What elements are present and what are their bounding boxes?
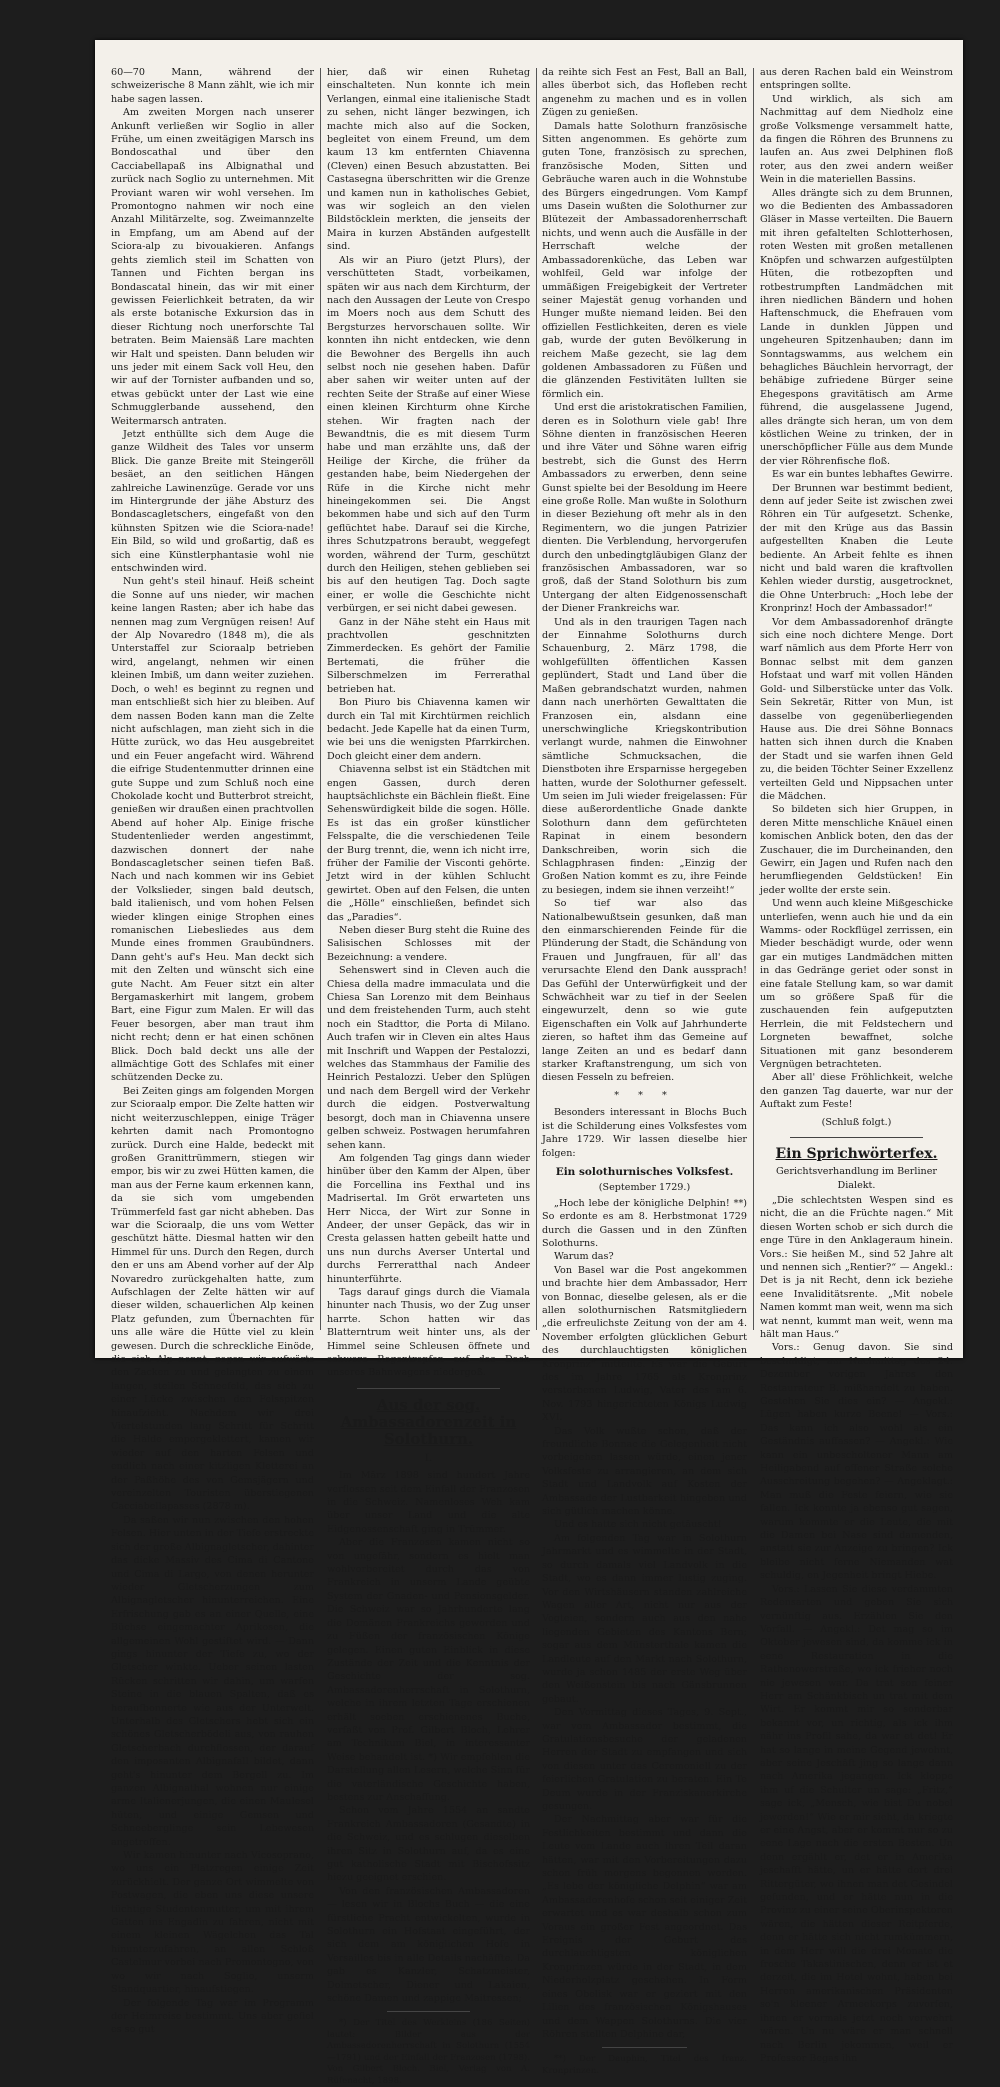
paragraph: Von Basel war die Post angekommen und brachte hier dem Ambassador, Herr von Bonnac, dieselbe gelesen, als er die allen solothurnischen Ratsmitgliedern „die erfreulichste Zeitung von der am 4. November erfolgten glücklichen Geburt des durchlauchtigsten königlichen Kronprinz“ mitteilte. Es war die Geburt des im Jahre 1765 als Kronprinz verstorbenen Ludwig, Vater des am 6. Nov. 1793 hingerichteten Königs Ludwig XVI. xyxy=(542,1264,747,1424)
paragraph: Jetzt enthüllte sich dem Auge die ganze Wildheit des Tales vor unserm Blick. Die ganze Breite mit Steingeröll besäet, an den seitlichen Hängen zahlreiche Lawinenzüge. Gerade vor uns im Hintergrunde der jähe Absturz des Bondascagletschers, eingefaßt von den kühnsten Spitzen wie die Sciora-nade! Ein Bild, so wild und großartig, daß es sich eine Künstlerphantasie wohl nie entschwinden wird. xyxy=(111,428,314,575)
paragraph: Bon Piuro bis Chiavenna kamen wir durch ein Tal mit Kirchtürmen reichlich bedacht. Jede Kapelle hat da einen Turm, wie bei uns die wenigsten Pfarrkirchen. Doch gleicht einer dem andern. xyxy=(327,697,530,762)
column-2 xyxy=(327,66,531,2086)
paragraph: Schon vom Jahre 1554 an sandte Frankreich Ambassadoren (Gesandte) in die Schweiz, und es schlugen dieselben ihren Sitz in Solothurn auf, da es eine gut katholische Stadt mit Bischofssitz hiezu geeignet erschien. xyxy=(327,1805,530,1884)
article-subtitle: Gerichtsverhandlung im Berliner Dialekt. xyxy=(776,1166,937,1191)
continued-note: (Schluß folgt.) xyxy=(821,1116,892,1128)
column-rule xyxy=(320,68,321,1330)
footnote-divider xyxy=(602,2047,687,2048)
paragraph: Alles drängte sich zu dem Brunnen, wo die Bedienten des Ambassadoren Gläser in Masse verteilten. Die Bauern mit ihren gefaltelten Schlotterhosen, roten Westen mit großen metallenen Knöpfen und schwarzen aufgestülpten Hüten, die rotbezopften und rotbestrumpften Landmädchen mit ihren niedlichen Bändern und hohen Haftenschmuck, die Ehefrauen vom Lande in dunklen Jüppen und ungeheuren Spitzenhauben; dann im Sonntagswamms, aus welchem ein behagliches Bäuchlein hervorragt, der behäbige zufriedene Bürger seine Ehegespons gravitätisch am Arme führend, die ausgelassene Jugend, alles drängte sich heran, um von dem köstlichen Weine zu trinken, der in unerschöpflicher Fülle aus dem Munde der vier Röhrenfische floß. xyxy=(760,187,953,467)
footnote-divider xyxy=(387,2011,470,2012)
paragraph: Und es hatte sich nicht getäuscht! xyxy=(554,1519,722,1531)
column-rule xyxy=(753,68,754,1330)
paragraph: Und erst die aristokratischen Familien, deren es in Solothurn viele gab! Ihre Söhne dienten in französischen Heeren und ihre Väter und Söhne waren eifrig bestrebt, sich die Gunst des Herrn Ambassadors zu erwerben, denn seine Gunst spielte bei der Besoldung im Heere eine große Rolle. Man wußte in Solothurn in dieser Beziehung oft mehr als in den Regimentern, wo die jungen Patrizier dienten. Die Verblendung, hervorgerufen durch den unbedingtgläubigen Glanz der französischen Ambassadoren, war so groß, daß der Stand Solothurn bis zum Untergang der alten Eidgenossenschaft der Diener Frankreichs war. xyxy=(542,402,747,615)
paragraph: Vors.: Lassen Sie diese verdammten Redensarten und geben Sie sich vernünftig aus. Erzählen Sie den Vorfall. — Angekl.: Det mag so im Oktober jewesen sind, da komme ick in eene Restauration in die Rathenowerstraße, wo ick frieher noch nie jewesen war. Da trat son feiner Herr am Schänkbisch un trat mit dem Wirt. Er kommt mir so sonderbar bekannt vor, un richtig, als ick ihm nähr ins Profil sahe, da war et det! Er hat so lange in meine Gegend jewohnt, aber seine Jeschäft jing so lange dann nach Amerika jegangen. Ick kloppe ihm uf die Schulter un sage: „Fritz,“ sage ick, „Mensch, wie bist Du nobel jeworden!“ Wie er mir sieht, da kriegte er eine Angst, aber er kommt nur so zu eene Lage nach die ersten Besten. Un denn ergählt er, det er in Amerika jeschafft hätte, un er hätte dort drei Rittergüter, wo ihnen man det Gesindel gefunden, und er hätte nun in die Provinz zu einer seine Oberinspektoren wären, die hätten dieser Reitpferde, denn er hätte sich nicht rumkümmern, in dem Herr will die drei Monate die frosche Takastinischen, denn er ist et derzeit, die im Hotel wohnt, haben bei Herren amerikanischen Präsidenten so'n kleener Armeekorps zuvorfen, ihnen er vormals jetzt noch verwehrt wären. Un nu wäre er man schnell nach Berlin jekommen, weil er Professor Begas ihn xyxy=(760,1583,953,2064)
section-divider xyxy=(357,1388,500,1389)
paragraph: Aber all' diese Fröhlichkeit, welche den ganzen Tag dauerte, war nur der Auftakt zum Feste! xyxy=(760,1072,953,1111)
subheading-date: (September 1729.) xyxy=(598,1182,691,1194)
paragraph: Aber die Franzosen kamen nicht so von ungefähr, sondern es hielt man wohlvorbereitet durch das von Frankreich in unserm Lande geübte System der Gnaden- und Pensionsgelder. Die Schweiz war so Jahrhunderte lang die Domänen Frankreichs geworden und zu Füßen der französischen Könige gelegen. Einen guten Einblick in diese Zustände der Zeit und die Kenntnis der Geschichte der sog. Ambassadorenherrschaft in Solothurn, welche in ihrem letzten Tage erschienen erhält soeben erschienenes Buche, verfaßt von Prof. Gilbert Bloch, Lehrer am Technikum Biel, in interessanter Weise behandelt ist. *) Wir empfehlen die Darstellung allen Lesern, welche Sinn für die vaterländische Geschichte haben, bestens zur Anschaffung. xyxy=(327,1537,531,1803)
newspaper-page xyxy=(95,40,963,2086)
paragraph: Am zweiten Morgen nach unserer Ankunft verließen wir Soglio in aller Frühe, um einen zweitägigen Marsch ins Bondoscathal und über den Cacciabellapaß ins Albignathal und zurück nach Soglio zu unternehmen. Mit Proviant waren wir wohl versehen. Im Promontogno nahmen wir noch eine Anzahl Militärzelte, sog. Zweimannzelte in Empfang, um am Abend auf der Sciora-alp zu bivouakieren. Anfangs gehts ziemlich steil im Schatten von Tannen und Fichten bergan ins Bondascatal hinein, das wir mit einer gewissen Feierlichkeit betraten, da wir als erste botanische Exkursion das in dieser Richtung noch unerforschte Tal betraten. Beim Maiensäß Lare machten wir Halt und speisten. Dann beluden wir uns jeder mit einem Sack voll Heu, den wir auf der Tornister aufbanden und so, etwas gebückt unter der Last wie eine Schmugglerbande aussehend, den Weitermarsch antraten. xyxy=(111,107,314,427)
paragraph: Bei Zeiten gings am folgenden Morgen zur Scioraalp empor. Die Zelte hatten wir nicht weiterzuschleppen, einige Träger kehrten damit nach Promontogno zurück. Durch eine Halde, bedeckt mit großen Granittrümmern, stiegen wir empor, bis wir zu zwei Hütten kamen, die man aus der Ferne kaum erkennen kann, da sie sich vom umgebenden Trümmerfeld fast gar nicht abheben. Das war die Scioraalp, die uns vom Wetter geschützt hätte. Diesmal hatten wir den Himmel für uns. Durch den Regen, durch den er uns am Abend vorher auf der Alp Novaredro zurückgehalten hatte, zum Aufschlagen der Zelte hätten wir auf dieser wilden, schauerlichen Alp keinen Platz gefunden, zum Übernachten für uns alle wäre die Hütte viel zu klein gewesen. Durch die schreckliche Einöde, die sich Alp nennt, zogen wir aufwärts den Zacken zu und gelangten zu einem langen, steilen Schneefeld, das sich zu einer Lücke zwischen den Felsspitzen hinaufzieht. Nachdem wir drei Viertelstunden lang Schritt für Schritt die Halde emporgeklettert, kamen wir wieder auf den harten Felsen und endlich nach einer kitzligen Kletterei an der Paßhöhe des von Gemsjägern und vereinzelten Touristen überstiegenen Cacciabellapasses (2878 m). xyxy=(111,1085,314,1513)
paragraph: Vors.: Genug davon. Sie sind beschuldigt, am Nachmittag des 24. Dezember vorigen Jahres den Restaurateur B. mißhandelt zu haben. Gestehen Sie dies ein? — Angekl.: Lügen haben kurze Beene! — Vors.: Das kann ich also wohl als ein Geständnis auffassen? — Angekl.: Wie kann ein unbescholtener Mann am Heiligabend auf offener Straße solche Ausschreitung begehen? — Angeklagt.: Man muß die Feste feiern, wie sie fallen. Ick konnte ja ebenso gut sagen, warum kommte er die Leute, die mit die Damen bei Nase sind damenden, anstatt sie zur Anzeige zu bringen? Ick bleibe nicht ferne Niemanden wat schuldig, en Jegenheit bringt Hiebe. xyxy=(760,1342,953,1582)
paragraph: „Hoch lebe der königliche Delphin! **) So erdonte es am 8. Herbstmonat 1729 durch die Gassen und in den Zünften Solothurns. xyxy=(542,1197,747,1249)
paragraph: Als wir an Piuro (jetzt Plurs), der verschütteten Stadt, vorbeikamen, späten wir aus nach dem Kirchturm, der nach den Aussagen der Leute von Crespo im Moers noch aus dem Schutt des Bergsturzes hervorschauen sollte. Wir konnten ihn nicht entdecken, wie denn die Bewohner des Bergells ihn auch selbst noch nie gesehen haben. Dafür aber sahen wir weiter unten auf der rechten Seite der Straße auf einer Wiese einen kleinen Kirchturm ohne Kirche stehen. Wir fragten nach der Bewandtnis, die es mit diesem Turm habe und man erzählte uns, daß der Heilige der Kirche, die früher da gestanden habe, beim Niedergehen der Rüfe in die Kirche nicht mehr hineingekommen sei. Die Angst bekommen habe und sich auf den Turm geflüchtet habe. Darauf sei die Kirche, ihres Schutzpatrons beraubt, weggefegt worden, während der Turm, geschützt durch den Heiligen, stehen geblieben sei bis auf den heutigen Tag. Doch sagte einer, er wolle die Geschichte nicht verbürgen, er sei nicht dabei gewesen. xyxy=(327,254,530,615)
section-stars: * * * xyxy=(614,1089,675,1101)
paragraph: Im März 1898 sind hundert Jahre verflossen seit dem Einfall der Franzosen in die Schweiz. Namenloses Weh kam über unser Land und die alte Eidgenossenschaft ging in Trümmer. xyxy=(327,1470,530,1535)
paragraph: So bildeten sich hier Gruppen, in deren Mitte menschliche Knäuel einen komischen Anblick boten, den das der Zuschauer, die im Durcheinanden, den Gewirr, ein Jagen und Rufen nach den herumfliegenden Geldstücken! Ein jeder wollte der erste sein. xyxy=(760,804,953,896)
paragraph: Das Volk wußte schon, daß der freundliche Bonnac die Gelegenheit nicht vorbeigehen lassen würde, einen jener Volksfeste zu arrangieren, an dem sich Stadt und Landvolk auf Kosten der Ambassade der Lustbarkeit hingeben und sich gütlich machen könne. xyxy=(542,1425,747,1518)
column-3 xyxy=(542,66,747,2076)
article-heading: Aus der sog. Ambassadorenzeit in Solothurn. xyxy=(340,1395,517,1448)
paragraph: „Die schlechtsten Wespen sind es nicht, die an die Früchte nagen.“ Mit diesen Worten schob er sich durch die enge Türe in den Anklageraum hinein. Vors.: Sie heißen M., sind 52 Jahre alt und nennen sich „Rentier?“ — Angekl.: Det is ja nit Recht, denn ick beziehe eene Invaliditätsrente. „Mit nobele Namen kommt man weit, wenn ma sich wat nennt, kummt man weit, wenn ma hält man Haus.“ xyxy=(760,1194,953,1340)
footnote: *) Der Titel des Werkleins (186 Seiten) lautet: Bilder aus der Ambassadorenherrschaft in Solothurn (1554—1791) und der Einfall der Franzosen (1798). Von Gilbert Bloch. Biel, Verlag von A. Rüfenacht, 1898. xyxy=(327,2018,530,2086)
paragraph: Neben dieser Burg steht die Ruine des Salisischen Schlosses mit der Bezeichnung: a vendere. xyxy=(327,925,530,963)
article-heading: Ein Sprichwörterfex. xyxy=(775,1146,938,1163)
paragraph: Und wenn auch kleine Mißgeschicke unterliefen, wenn auch hie und da ein Wamms- oder Rockflügel zerrissen, ein Mieder beschädigt wurde, oder wenn gar ein mutiges Landmädchen mitten in das Gedränge geriet oder sonst in eine fatale Stellung kam, so war damit um so größere Spaß für die zuschauenden fein aufgeputzten Herrlein, die mit Feldstechern und Lorgneten bewaffnet, solche Situationen mit ganz besonderem Vergnügen betrachteten. xyxy=(760,898,953,1071)
paragraph: Der Nachmittag aber war für die Festlichkeiten bestimmt und dann die Leute vom Lande auch ihren Teil daran hätten, war mit den Vorbereitungen dazu schon früh morgens begonnen worden. „Es lebe der königliche Delphin“ war am Ambassadorenhofe schon seit einiger Zeit erwartet und es war deshalb schon zum Voraus ein großer Fest angeordnet. Das Ereignis der Geburt des durchlauchtigsten königlichen Kronprinzen würde in der Stadt, in dem Niederholzplatz geschehen. In Form eines Obelisk war er geziert mit den Lilien des französischen Königshauses und dem Wappen Solothurns. Die vier Röhren stellten Delphine dar, xyxy=(542,1814,747,2040)
paragraph: Chiavenna selbst ist ein Städtchen mit engen Gassen, durch deren hauptsächlichste ein Bächlein fließt. Eine Sehenswürdigkeit bilde die sogen. Hölle. Es ist das ein großer künstlicher Felsspalte, die die verschiedenen Teile der Burg trennt, die, wenn ich nicht irre, früher der Familie der Visconti gehörte. Jetzt wird in der kühlen Schlucht gewirtet. Oben auf den Felsen, die unten die „Hölle“ einschließen, befindet sich das „Paradies“. xyxy=(327,764,530,923)
paragraph: Und als in den traurigen Tagen nach der Einnahme Solothurns durch Schauenburg, 2. März 1798, die wohlgefüllten öffentlichen Kassen geplündert, Stadt und Land über die Maßen gebrandschatzt wurden, nahmen dann nach unerhörten Gewalttaten die Franzosen ein, alsdann eine unerschwingliche Kriegskontribution verlangt wurde, nahmen die Einwohner sämtliche Schmucksachen, die Dienstboten ihre Ersparnisse hergegeben hatten, wurde der Solothurner gefesselt. Um seien im Juli wieder freigelassen: Für diese außerordentliche Gnade dankte Solothurn dann dem gefürchteten Rapinat in einem besondern Dankschreiben, worin sich die Schlagphrasen finden: „Einzig der Großen Nation kommt es zu, ihre Feinde zu besiegen, indem sie ihnen verzeiht!“ xyxy=(542,616,747,896)
paragraph: Warum das? xyxy=(554,1251,614,1263)
paragraph: da reihte sich Fest an Fest, Ball an Ball, alles überbot sich, das Hofleben recht angenehm zu machen und es in vollen Zügen zu genießen. xyxy=(542,67,747,119)
section-divider xyxy=(790,1137,923,1138)
paragraph: Und wirklich, als sich am Nachmittag auf dem Niedholz eine große Volksmenge versammelt hatte, da fingen die Röhren des Brunnens zu laufen an. Aus zwei Delphinen floß roter, aus den zwei andern weißer Wein in die materiellen Bassins. xyxy=(760,93,953,186)
paragraph: Am folgenden Tag gings dann wieder hinüber über den Kamm der Alpen, über die Forcellina ins Fexthal und ins Madrisertal. Im Gröt erwarteten uns Herr Nicca, der Wirt zur Sonne in Andeer, der unser Gepäck, das wir in Cresta gelassen hatten gebeilt hatte und uns nun durchs Averser Untertal und durchs Ferreratthal nach Andeer hinunterführte. xyxy=(327,1152,530,1285)
paragraph: 60—70 Mann, während der schweizerische 8 Mann zählt, wie ich mir habe sagen lassen. xyxy=(111,67,314,105)
paragraph: Ganz in der Nähe steht ein Haus mit prachtvollen geschnitzten Zimmerdecken. Es gehört der Familie Bertemati, die früher die Silberschmelzen im Ferrerathal betrieben hat. xyxy=(327,616,530,695)
paragraph: Der folgende Tag war im Programm der Heimreise bestimmt. Uns aber gefiel es so gut xyxy=(111,1997,314,2036)
column-rule xyxy=(536,68,537,1330)
paragraph: Von den französischen Ambassadoren — lesen wir in Blochs Buch — die eine fürstliche Pracht entwickelten, wurde in Solothurn ein Hofstaat eingeführt, der sich dem am königlichen Hofe in Versailles bis in alle Details nachäffte. Da gab es Kanzler, Schatzmeister, Dolmetscher, Diener und Lakaien, schöne Damen und zappige Maitressen; xyxy=(327,1885,530,2005)
paragraph: Es war ein buntes lebhaftes Gewirre. xyxy=(772,469,953,481)
paragraph: Nun geht's steil hinauf. Heiß scheint die Sonne auf uns nieder, wir machen keine langen Rasten; aber ich habe das nennen mag zum Vergnügen reisen! Auf der Alp Novaredro (1848 m), die als Unterstaffel zur Scioraalp betrieben wird, angelangt, nehmen wir einen kleinen Imbiß, um dann weiter zuziehen. Doch, o weh! es beginnt zu regnen und man entschließt sich hier zu bleiben. Auf dem nassen Boden kann man die Zelte nicht aufschlagen, man zieht sich in die Hütte zurück, wo das Heu ausgebreitet und ein Feuer angefacht wird. Während die eifrige Studentenmutter drinnen eine gute Suppe und zum Schluß noch eine Chokolade kocht und Butterbrot streicht, genießen wir draußen einen prachtvollen Abend auf hoher Alp. Einige frische Studentenlieder werden angestimmt, dazwischen donnert der nahe Bondascagletscher seinen tiefen Baß. Nach und nach kommen wir ins Gebiet der Volkslieder, singen bald deutsch, bald italienisch, und vom hohen Felsen wieder klingen einige Strophen eines romanischen Liebesliedes aus dem Munde eines frommen Graubündners. Dann geht's auf's Heu. Man deckt sich mit den Zelten und wünscht sich eine gute Nacht. Am Feuer sitzt ein alter Bergamaskerhirt mit langem, grobem Bart, eine Figur zum Malen. Er will das Feuer besorgen, aber man traut ihm nicht recht; denn er hat einen schönen Blick. Doch bald deckt uns alle der allmächtige Gott des Schlafes mit einer schützenden Decke zu. xyxy=(111,576,314,1084)
column-1 xyxy=(111,66,314,2036)
paragraph: hier, daß wir einen Ruhetag einschalteten. Nun konnte ich mein Verlangen, einmal eine italienische Stadt zu sehen, nicht länger bezwingen, ich machte mich also auf die Socken, begleitet von einem Freund, um dem kaum 13 km entfernten Chiavenna (Cleven) einen Besuch abzustatten. Bei Castasegna überschritten wir die Grenze und kamen nun in katholisches Gebiet, was wir sogleich an den vielen Bildstöcklein merkten, die jenseits der Maira in kurzen Abständen aufgestellt sind. xyxy=(327,67,530,253)
footnote: **) Der Dauphin, Titel des franz. Kronprinzen. xyxy=(542,2054,747,2076)
paragraph: Sehenswert sind in Cleven auch die Chiesa della madre immaculata und die Chiesa San Lorenzo mit dem Beinhaus und dem freistehenden Turm, auch steht noch ein Stadttor, die Porta di Milano. Auch trafen wir in Cleven ein altes Haus mit Inschrift und Wappen der Pestalozzi, welches das Stammhaus der Familie des Heinrich Pestalozzi. Ueber den Splügen und nach dem Bergell wird der Verkehr durch die eidgen. Postverwaltung besorgt, doch man in Chiavenna unsere gelben schweiz. Postwagen herumfahren sehen kann. xyxy=(327,965,530,1151)
paragraph: Vor dem Ambassadorenhof drängte sich eine noch dichtere Menge. Dort warf nämlich aus dem Pforte Herr von Bonnac selbst mit dem ganzen Hofstaat und warf mit vollen Händen Gold- und Silberstücke unter das Volk. Sein Sekretär, Ritter von Mun, ist dasselbe von gegenüberliegenden Hause aus. Die drei Söhne Bonnacs hatten sich ihnen durch die Knaben der Stadt und sie warfen ihnen Geld zu, die beiden Töchter Seiner Exzellenz verteilten Geld und Nippsachen unter die Mädchen. xyxy=(760,616,953,802)
column-4 xyxy=(760,66,953,2064)
section-number: I. xyxy=(424,1452,433,1464)
paragraph: aus deren Rachen bald ein Weinstrom entspringen sollte. xyxy=(760,67,953,92)
paragraph: Wir kamen hinunter nach Vicosoprano, wo uns ein Platzregen einige Zeit zurückhielt. Der ganze Ort wimmelte von Postwagen, die eben uns diese unsere tüchtige Studentenmutter, um mit ihrem Gatten ins Engadin zu fahren, nicht mit einem kleinen Wägelchen das Tal hinunterzufahren, an allen Schloß Castelmur vorbei nach Promontogno, von wo wir nach Soglio, unserm Standquartier, hinaufstiegen. xyxy=(111,1850,314,1996)
paragraph: Damals hatte Solothurn französische Sitten angenommen. Es gehörte zum guten Tone, französisch zu sprechen, französische Moden, Sitten und Gebräuche waren auch in die Wohnstube des Bürgers eingedrungen. Vom Kampf ums Dasein wußten die Solothurner zur Blütezeit der Ambassadorenherrschaft nichts, und wenn auch die Ausfälle in der Herrschaft welche der Ambassadorenküche, das Leben war wohlfeil, Geld war infolge der ummäßigen Freigebigkeit der Vertreter seiner Majestät genug vorhanden und Hunger mußte niemand leiden. Bei den offiziellen Festlichkeiten, deren es viele gab, wurde der guten Bevölkerung in reichem Maße gezecht, sie lag dem goldenen Ambassadoren zu Füßen und die glänzenden Festivitäten lullten sie förmlich ein. xyxy=(542,120,747,400)
paragraph: Den Vormittag dieses Tages, 9. Sept., war vom Ambassador bestimmt, die Gratulationsbesuche der geladenen Herren der Stadt zu empfangen und sich von diesen unter das Ceremoniell zu der feierlichen Gratulation zu beraten. Ein Te Deum wurde in der Franziskanerkirche gesungen. xyxy=(542,1707,747,1812)
paragraph: So tief war also das Nationalbewußtsein gesunken, daß man den einmarschierenden Feinde für die Plünderung der Stadt, die Schändung von Frauen und Jungfrauen, für all' das verursachte Elend den Dank aussprach! Das Gefühl der Unterwürfigkeit und der Schwächheit war zu tief in der Seelen eingewurzelt, denn so wie gute Eigenschaften ein Volk auf Jahrhunderte zieren, so haftet ihm das Gemeine auf lange Zeiten an und es bedarf dann starker Kraftanstrengung, um sich von diesen Fesseln zu befreien. xyxy=(542,898,747,1084)
paragraph: Am folgenden Tag war in Solothurn Jahrmarkt und es wimmelte in der Stadt, so durch damals viel Landvolk in die Stadt, wo es dann immer lustig zuging. Vor den Wirtshäusern standen zahlreiche Wagen aller Art, nicht nur aus der Vogteien, sondern auch aus den nahe liegenden Gebieten des Kantons Bern; sogar aus dem Münsterthale kamen die Landleute auf den Markt nach Solothurn, wurde ja schon 1485 der erste Weg über den Weißenstein bis nach Gänsbrunnen gebaut. xyxy=(542,1532,747,1705)
paragraph: Tags darauf gings durch die Viamala hinunter nach Thusis, wo der Zug unser harrte. Schon hatten wir das Blatterntrum weit hinter uns, als der Himmel seine Schleusen öffnete und schwere Regentropfen auf das Dach unseres Bahnwagens niedergoß. xyxy=(327,1286,530,1379)
paragraph: Besonders interessant in Blochs Buch ist die Schilderung eines Volksfestes vom Jahre 1729. Wir lassen dieselbe hier folgen: xyxy=(542,1107,747,1159)
paragraph: Der Brunnen war bestimmt bedient, denn auf jeder Seite ist zwischen zwei Röhren ein Tür aufgesetzt. Schenke, der mit den Krüge aus das Bassin aufgestellten Knaben die Leute bediente. An Arbeit fehlte es ihnen nicht und bald waren die kraftvollen Kehlen wieder durstig, ausgetrocknet, die Ohne Unterbruch: „Hoch lebe der Kronprinz! Hoch der Ambassador!“ xyxy=(760,482,953,615)
paragraph: Da saßen wir nun zwischen den hohen Felsen. Hier unten in der Tiefe erstreckte sich der große Albignagletscher, dahinter das dicke Massiv des Cima di Cantone und Cima di Largo, von denen herunter wieder Gletscherzungen zum Albignagletscher hinunterreichen. Eine Erfrischung gab es an einer Quelle, eine Büchse eingemachter Aprikosen, die allgemeinen Wohl gestiftet wird. — Dann gings hinunter der Tiefe zu, wo der Gletscher winkte. Ueber seinen lasten Rücken schritten wir dahin, um warfen Steine in die blauen Spalten, daß es heraufbonnerte wie aus der Unterwelt. Unterhalb des Gletschers hebt sich ein schönes Gletscherbödeli aus, von rauhen Gletscherbach durchflossen, der darauf den imposanten Albignafall bildet, dann geht's hinunter dem Bergell zu. Im ganzen Albignathal wohnen nur einige arme Italienerjungen, die einen Maulesel hüten, und einige Gemsen und Schneeberglinge sein Lebewesen angetroffen. xyxy=(111,1514,314,1848)
subheading: Ein solothurnisches Volksfest. xyxy=(555,1165,734,1178)
